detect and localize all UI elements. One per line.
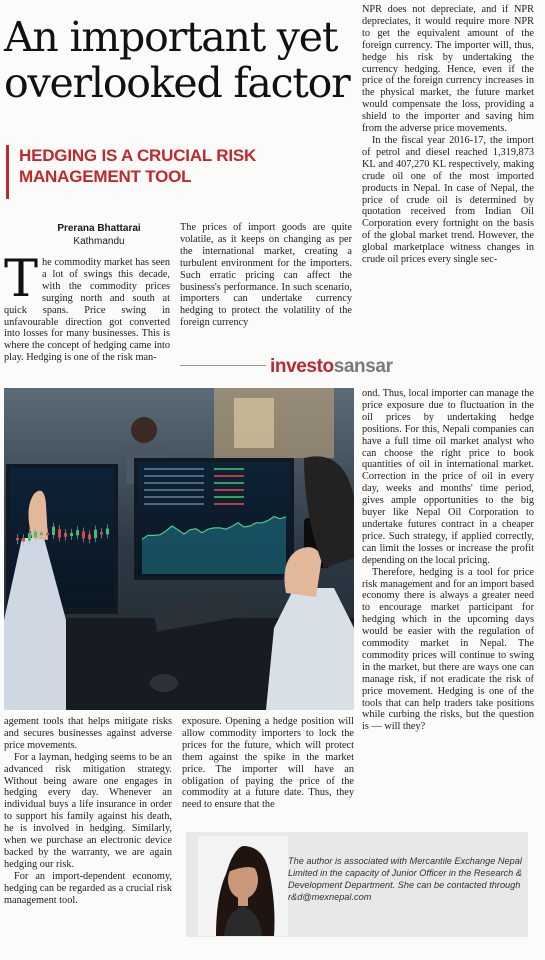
column-1-bottom: [4, 716, 172, 954]
drop-cap: T: [4, 257, 39, 309]
screen-table-row: [144, 496, 204, 498]
screen-table-value: [214, 503, 244, 505]
candle-body: [70, 533, 73, 536]
byline-location: Kathmandu: [73, 236, 125, 247]
deck-text: HEDGING IS A CRUCIAL RISK MANAGEMENT TOOL: [19, 146, 257, 186]
candle-body: [82, 531, 85, 538]
column-1-bottom-paragraph-2: For a layman, hedging seems to be an advanced risk mitigation strategy. Without being aware one engages in hedging every day. Whenever an individual buys a life insurance in order to support his family against his death, he is involved in hedging. Similarly, when we purchase an electronic device backed by the warranty, we are again hedging our risk.: [4, 751, 172, 870]
byline: [44, 222, 154, 248]
byline-author: Prerana Bhattarai: [57, 223, 141, 234]
column-3-middle-paragraph-2: Therefore, hedging is a tool for price risk management and for an import based economy there is always a greater need to encourage market participant for hedging which in the upcoming days would be easier with the regulation of commodity market in Nepal. The commodity prices will continue to swing in the market, but there are ways one can manage risk, if not eradicate the risk of price movement. Hedging is one of the tools that can help traders take positions while curbing the risks, but the question is — will they?: [362, 566, 534, 733]
column-2-bottom: [182, 716, 354, 828]
candle-body: [64, 533, 67, 537]
author-portrait-illustration: [198, 836, 288, 936]
column-3-top-paragraph-1: NPR does not depreciate, and if NPR depreciates, it would require more NPR to get the equivalent amount of the foreign currency. The importer will, thus, hedge his risk by undertaking the currency hedging. Hence, even if the price of the foreign currency increases in the physical market, the future market would compensate the loss, providing a shield to the importer and saving him from the adverse price movements.: [362, 4, 534, 135]
author-bio-box: [186, 832, 528, 937]
screen-table-row: [144, 482, 204, 484]
deck: [6, 145, 354, 199]
column-2-bottom-paragraph: exposure. Opening a hedge position will allow commodity importers to lock the prices for the future, which will protect them against the spike in the market price. The importer will have an obligation of paying the price of the commodity at a future date. Thus, they need to ensure that the: [182, 716, 354, 811]
column-1-top: [4, 257, 170, 381]
candle-body: [46, 533, 49, 535]
column-3-top: [362, 4, 534, 372]
column-3-middle-paragraph-1: ond. Thus, local importer can manage the price exposure due to fluctuation in the oil prices by undertaking hedge positions. For this, Nepali companies can have a full time oil market analyst who can choose the right price to book quantities of oil in international market. Correction in the price of oil in every day, weeks and months' time period, gives ample opportunities to the big buyer like Nepal Oil Corporation to undertake futures contract in a cheaper price. Such strategy, if applied correctly, can limit the losses or increase the profit depending on the local pricing.: [362, 388, 534, 566]
candle-body: [28, 533, 31, 541]
candle-body: [94, 530, 97, 538]
brand-logo-part-2: sansar: [333, 356, 393, 377]
screen-table-value: [214, 475, 244, 477]
screen-table-value: [214, 496, 244, 498]
candle-body: [22, 538, 25, 541]
screen-table-row: [144, 503, 204, 505]
brand-divider: [180, 365, 266, 366]
candle-body: [40, 533, 43, 536]
candle-body: [76, 530, 79, 535]
screen-table-value: [214, 489, 244, 491]
candle-body: [58, 529, 61, 537]
screen-table-value: [214, 468, 244, 470]
column-3-top-paragraph-2: In the fiscal year 2016-17, the import of petrol and diesel reached 1,319,873 KL and 407,270 KL respectively, making crude oil one of the most imported products in Nepal. In case of Nepal, the price of crude oil is determined by quotation received from Indian Oil Corporation every fortnight on the basis of the global market trend. However, the global marketplace witness changes in crude oil prices every single sec-: [362, 134, 534, 266]
candle-body: [34, 532, 37, 538]
candle-body: [88, 534, 91, 539]
screen-table-row: [144, 468, 204, 470]
brand-logo: [270, 356, 393, 378]
screen-table-row: [144, 489, 204, 491]
column-1-bottom-paragraph-3: For an import-dependent economy, hedging can be regarded as a crucial risk management tool.: [4, 870, 172, 906]
candle-body: [52, 527, 55, 535]
column-1-bottom-paragraph-1: agement tools that helps mitigate risks and secures businesses against adverse price movements.: [4, 716, 172, 751]
trading-illustration: [4, 388, 354, 710]
photo-credit: rsis.net: [333, 702, 350, 708]
candle-body: [100, 532, 103, 534]
screen-table-row: [144, 475, 204, 477]
column-1-top-paragraph: [4, 257, 170, 364]
trading-photo: [4, 388, 354, 710]
author-bio-text: The author is associated with Mercantile Exchange Nepal Limited in the capacity of Junior Officer in the Research & Development Department. She can be contacted through r&d@mexnepal.com: [288, 856, 522, 902]
column-2-top-paragraph: The prices of import goods are quite volatile, as it keeps on changing as per the international market, creating a turbulent environment for the importers. Such erratic pricing can affect the business's performance. In such scenario, importers can undertake currency hedging to protect the volatility of the foreign currency: [180, 222, 352, 329]
headline: An important yet overlooked factor: [4, 13, 350, 107]
screen-table-value: [214, 482, 244, 484]
column-3-middle: [362, 388, 534, 824]
column-2-top: [180, 222, 352, 347]
author-portrait: [198, 836, 288, 936]
candle-body: [106, 528, 109, 534]
column-1-top-text: he commodity market has seen a lot of swings this decade, with the commodity prices surging north and south at quick spans. Price swing in unfavourable direction got converted into losses for many businesses. This is where the concept of hedging came into play. Hedging is one of the risk man-: [4, 257, 170, 364]
candle-body: [16, 538, 19, 540]
brand-logo-part-1: investo: [270, 356, 334, 377]
